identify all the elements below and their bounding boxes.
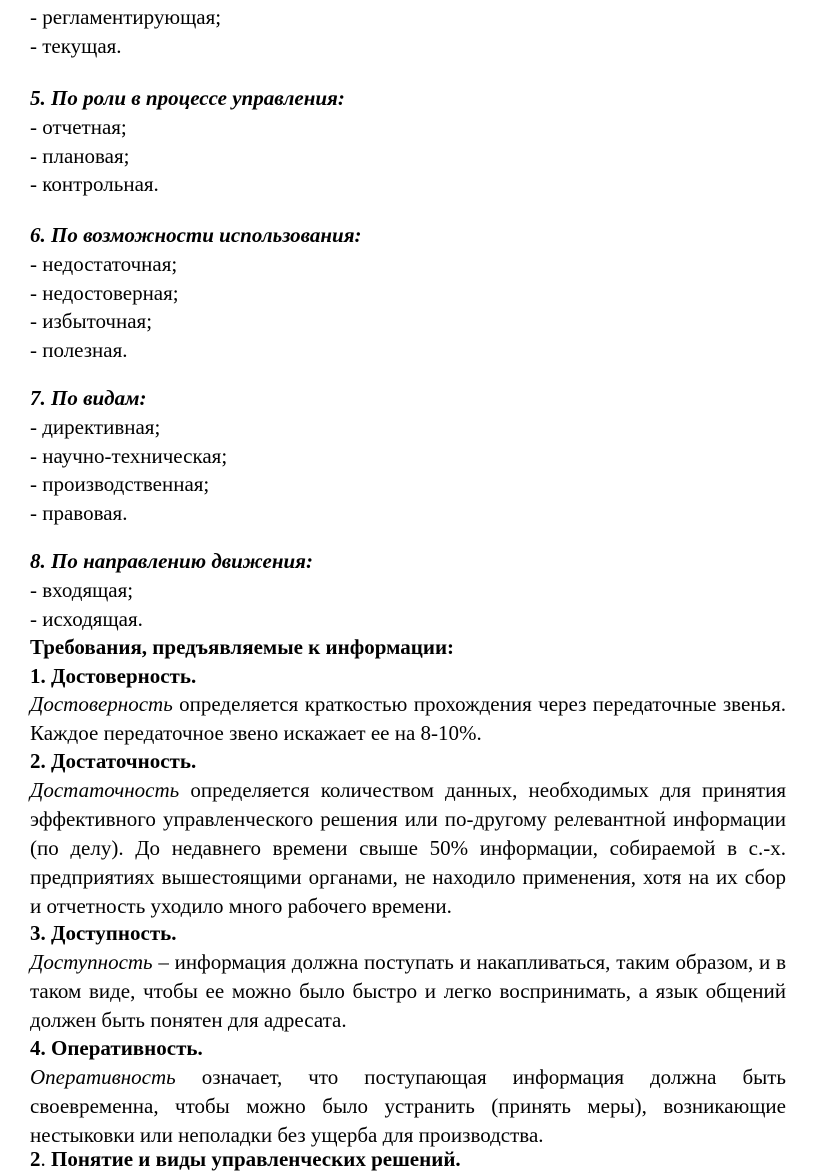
section-heading: 5. По роли в процессе управления:	[30, 86, 345, 110]
requirement-paragraph	[30, 1063, 786, 1150]
requirements-title: Требования, предъявляемые к информации:	[30, 635, 455, 659]
list-item: - полезная.	[30, 338, 128, 362]
requirement-paragraph	[30, 948, 786, 1035]
requirement-text: определяется краткостью прохождения через передаточные звенья. Каждое передаточное звено искажает ее на 8-10%.	[30, 692, 786, 745]
requirement-heading: 4. Оперативность.	[30, 1036, 203, 1060]
section-heading: 8. По направлению движения:	[30, 549, 313, 573]
section-2-number: 2	[30, 1147, 41, 1171]
list-item: - избыточная;	[30, 309, 153, 333]
list-item: - исходящая.	[30, 607, 143, 631]
requirement-term: Достаточность	[30, 778, 180, 802]
list-item: - правовая.	[30, 501, 128, 525]
list-item: - недостоверная;	[30, 281, 179, 305]
requirement-heading: 2. Достаточность.	[30, 749, 197, 773]
list-item: - контрольная.	[30, 172, 159, 196]
list-item: - входящая;	[30, 578, 134, 602]
list-item: - отчетная;	[30, 115, 127, 139]
requirement-paragraph	[30, 690, 786, 748]
list-item: - директивная;	[30, 415, 161, 439]
list-item: - плановая;	[30, 144, 130, 168]
requirement-heading: 3. Доступность.	[30, 921, 177, 945]
section-2-heading	[30, 1145, 461, 1174]
requirement-term: Оперативность	[30, 1065, 176, 1089]
list-item: - производственная;	[30, 472, 210, 496]
section-heading: 6. По возможности использования:	[30, 223, 362, 247]
requirement-text: определяется количеством данных, необходимых для принятия эффективного управленческого решения или по-другому релевантной информации (по делу). До недавнего времени свыше 50% информации, собираемой в с.-х. предприятиях вышестоящими органами, не находило применения, хотя на их сбор и отчетность уходило много рабочего времени.	[30, 778, 786, 918]
section-2-title: Понятие и виды управленческих решений.	[51, 1147, 461, 1171]
list-item: - научно-техническая;	[30, 444, 228, 468]
section-heading: 7. По видам:	[30, 386, 147, 410]
section-2-separator: .	[40, 1147, 51, 1171]
requirement-paragraph	[30, 776, 786, 921]
requirement-term: Достоверность	[30, 692, 173, 716]
list-item: - регламентирующая;	[30, 5, 222, 29]
requirement-text: означает, что поступающая информация должна быть своевременна, чтобы можно было устранить (принять меры), возникающие нестыковки или неполадки без ущерба для производства.	[30, 1065, 786, 1147]
list-item: - текущая.	[30, 34, 122, 58]
requirement-term: Доступность	[30, 950, 153, 974]
list-item: - недостаточная;	[30, 252, 178, 276]
requirement-heading: 1. Достоверность.	[30, 664, 197, 688]
requirement-text: – информация должна поступать и накапливаться, таким образом, и в таком виде, чтобы ее можно было быстро и легко воспринимать, а язык общений должен быть понятен для адресата.	[30, 950, 786, 1032]
